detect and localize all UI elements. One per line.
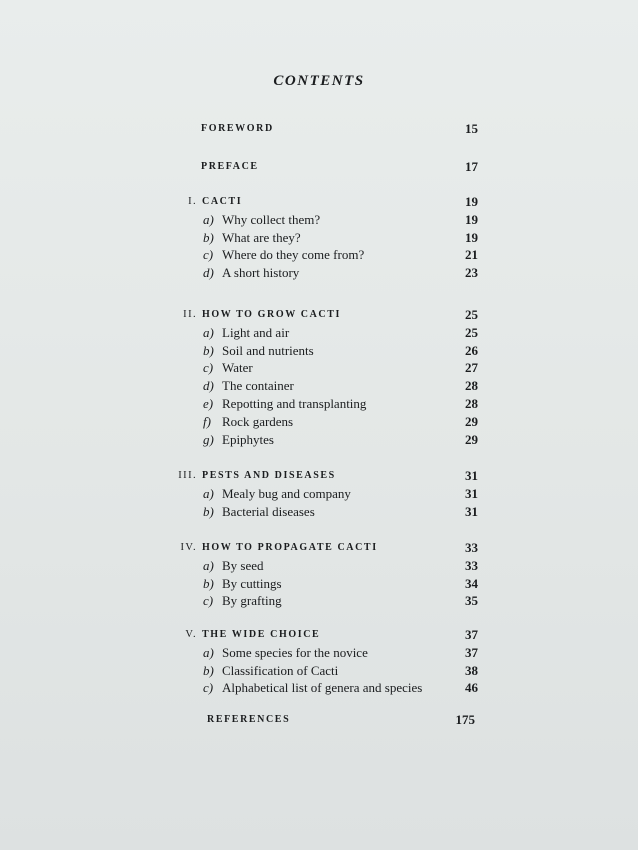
- chapter-number: V.: [185, 629, 197, 640]
- page-number: 33: [465, 558, 478, 573]
- section-row: [0, 485, 638, 503]
- section-title: Rock gardens: [222, 414, 294, 429]
- page-number: 23: [465, 265, 478, 280]
- section-row: [0, 575, 638, 593]
- section-letter: c): [203, 360, 214, 375]
- section-row: [0, 679, 638, 697]
- section-row: [0, 211, 638, 229]
- chapter-title: THE WIDE CHOICE: [202, 629, 321, 640]
- page-number: 37: [465, 627, 478, 642]
- section-letter: b): [203, 230, 214, 245]
- section-title: Repotting and transplanting: [222, 396, 367, 411]
- section-letter: b): [203, 343, 214, 358]
- chapter-title: HOW TO PROPAGATE CACTI: [202, 542, 378, 553]
- section-letter: c): [203, 680, 214, 695]
- page-number: 29: [465, 432, 478, 447]
- section-title: The container: [222, 378, 294, 393]
- chapter-title: PESTS AND DISEASES: [202, 470, 336, 481]
- page-number: 37: [465, 645, 478, 660]
- section-title: Water: [222, 360, 253, 375]
- section-row: [0, 503, 638, 521]
- section-title: A short history: [222, 265, 300, 280]
- section-title: Some species for the novice: [222, 645, 368, 660]
- section-row: [0, 557, 638, 575]
- section-row: [0, 644, 638, 662]
- section-row: [0, 431, 638, 449]
- chapter-title: HOW TO GROW CACTI: [202, 309, 341, 320]
- page-number: 33: [465, 540, 478, 555]
- page-number: 27: [465, 360, 478, 375]
- section-letter: a): [203, 212, 214, 227]
- page-number: 31: [465, 486, 478, 501]
- section-row: [0, 592, 638, 610]
- section-row: [0, 264, 638, 282]
- section-letter: b): [203, 663, 214, 678]
- section-title: By grafting: [222, 593, 282, 608]
- page-number: 175: [455, 712, 475, 727]
- section-letter: f): [203, 414, 211, 429]
- section-title: By cuttings: [222, 576, 282, 591]
- page-number: 26: [465, 343, 478, 358]
- page-number: 46: [465, 680, 478, 695]
- page-title: CONTENTS: [273, 73, 365, 89]
- section-letter: c): [203, 247, 214, 262]
- page-number: 28: [465, 378, 478, 393]
- page-number: 31: [465, 468, 478, 483]
- section-letter: a): [203, 645, 214, 660]
- chapter-row: [0, 467, 638, 485]
- section-title: Classification of Cacti: [222, 663, 339, 678]
- chapter-row: [0, 626, 638, 644]
- section-letter: g): [203, 432, 214, 447]
- section-letter: b): [203, 504, 214, 519]
- page-number: 19: [465, 230, 478, 245]
- section-title: Where do they come from?: [222, 247, 365, 262]
- section-letter: a): [203, 558, 214, 573]
- back-matter-title: REFERENCES: [207, 714, 291, 725]
- section-title: By seed: [222, 558, 264, 573]
- page-number: 31: [465, 504, 478, 519]
- chapter-number: IV.: [180, 542, 197, 553]
- page-number: 17: [465, 159, 478, 174]
- chapter-number: I.: [188, 196, 197, 207]
- page-number: 15: [465, 121, 478, 136]
- page-number: 29: [465, 414, 478, 429]
- section-row: [0, 359, 638, 377]
- section-row: [0, 395, 638, 413]
- section-letter: e): [203, 396, 214, 411]
- section-row: [0, 324, 638, 342]
- section-letter: b): [203, 576, 214, 591]
- front-matter-title: FOREWORD: [201, 123, 274, 134]
- page-number: 28: [465, 396, 478, 411]
- section-title: Alphabetical list of genera and species: [222, 680, 423, 695]
- chapter-row: [0, 306, 638, 324]
- section-row: [0, 229, 638, 247]
- section-letter: c): [203, 593, 214, 608]
- section-title: Mealy bug and company: [222, 486, 351, 501]
- page-number: 25: [465, 325, 478, 340]
- section-title: Bacterial diseases: [222, 504, 315, 519]
- page-number: 21: [465, 247, 478, 262]
- page-number: 34: [465, 576, 478, 591]
- toc-row: [0, 120, 638, 138]
- section-row: [0, 662, 638, 680]
- page-number: 19: [465, 212, 478, 227]
- section-row: [0, 413, 638, 431]
- section-row: [0, 246, 638, 264]
- section-letter: a): [203, 325, 214, 340]
- chapter-row: [0, 539, 638, 557]
- chapter-number: III.: [178, 470, 197, 481]
- chapter-number: II.: [183, 309, 197, 320]
- section-title: Light and air: [222, 325, 290, 340]
- section-letter: a): [203, 486, 214, 501]
- chapter-row: [0, 193, 638, 211]
- front-matter-title: PREFACE: [201, 161, 259, 172]
- chapter-title: CACTI: [202, 196, 243, 207]
- section-title: Epiphytes: [222, 432, 274, 447]
- page-number: 35: [465, 593, 478, 608]
- section-letter: d): [203, 378, 214, 393]
- toc-row: [0, 158, 638, 176]
- section-row: [0, 342, 638, 360]
- page-number: 25: [465, 307, 478, 322]
- section-title: Why collect them?: [222, 212, 321, 227]
- section-row: [0, 377, 638, 395]
- section-title: Soil and nutrients: [222, 343, 314, 358]
- section-title: What are they?: [222, 230, 301, 245]
- page-number: 38: [465, 663, 478, 678]
- toc-row: [0, 711, 638, 729]
- section-letter: d): [203, 265, 214, 280]
- page-number: 19: [465, 194, 478, 209]
